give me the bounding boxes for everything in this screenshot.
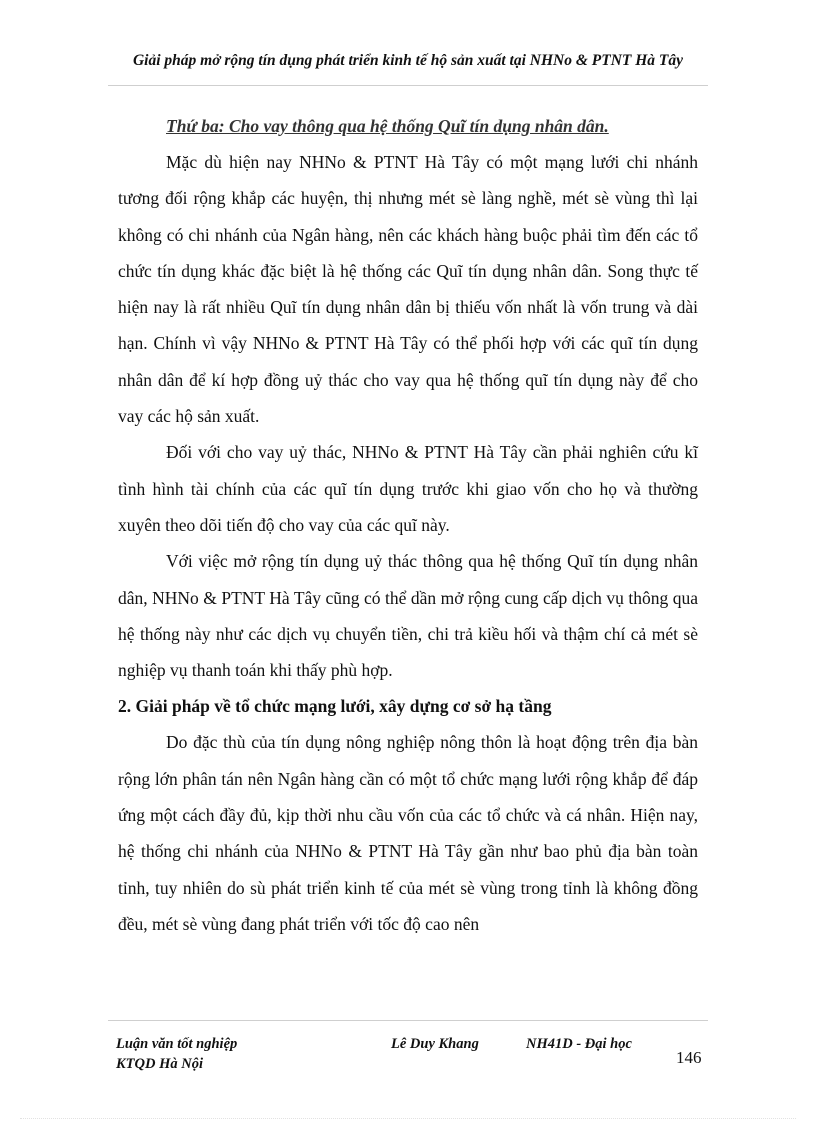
paragraph: Mặc dù hiện nay NHNo & PTNT Hà Tây có một mạng lưới chi nhánh tương đối rộng khắp các huyện, thị nhưng mét sè làng nghề, mét sè vùng thì lại không có chi nhánh của Ngân hàng, nên các khách hàng buộc phải tìm đến các tổ chức tín dụng khác đặc biệt là hệ thống các Quĩ tín dụng nhân dân. Song thực tế hiện nay là rất nhiều Quĩ tín dụng nhân dân bị thiếu vốn nhất là vốn trung và dài hạn. Chính vì vậy NHNo & PTNT Hà Tây có thể phối hợp với các quĩ tín dụng nhân dân để kí hợp đồng uỷ thác cho vay qua hệ thống quĩ tín dụng này để cho vay các hộ sản xuất. bbox=[118, 152, 698, 427]
document-body bbox=[118, 108, 698, 942]
paragraph: Với việc mở rộng tín dụng uỷ thác thông qua hệ thống Quĩ tín dụng nhân dân, NHNo & PTNT Hà Tây cũng có thể dần mở rộng cung cấp dịch vụ thông qua hệ thống này như các dịch vụ chuyển tiền, chi trả kiều hối và thậm chí cả mét sè nghiệp vụ thanh toán khi thấy phù hợp. bbox=[118, 551, 698, 681]
footer-author: Lê Duy Khang bbox=[391, 1036, 479, 1052]
page-number: 146 bbox=[676, 1048, 702, 1067]
footer-divider bbox=[108, 1020, 708, 1021]
footer-thesis-label: Luận văn tốt nghiệp bbox=[116, 1036, 238, 1052]
running-header: Giải pháp mở rộng tín dụng phát triển kinh tế hộ sản xuất tại NHNo & PTNT Hà Tây bbox=[132, 52, 684, 69]
paragraph: Do đặc thù của tín dụng nông nghiệp nông thôn là hoạt động trên địa bàn rộng lớn phân tán nên Ngân hàng cần có một tổ chức mạng lưới rộng khắp để đáp ứng một cách đầy đủ, kịp thời nhu cầu vốn của các tổ chức và cá nhân. Hiện nay, hệ thống chi nhánh của NHNo & PTNT Hà Tây gần như bao phủ địa bàn toàn tỉnh, tuy nhiên do sù phát triển kinh tế của mét sè vùng trong tỉnh là không đồng đều, mét sè vùng đang phát triển với tốc độ cao nên bbox=[118, 732, 698, 934]
paragraph: Đối với cho vay uỷ thác, NHNo & PTNT Hà Tây cần phải nghiên cứu kĩ tình hình tài chính của các quĩ tín dụng trước khi giao vốn cho họ và thường xuyên theo dõi tiến độ cho vay của các quĩ này. bbox=[118, 442, 698, 535]
section-heading: 2. Giải pháp về tổ chức mạng lưới, xây dựng cơ sở hạ tầng bbox=[118, 696, 552, 717]
header-divider bbox=[108, 85, 708, 86]
page-footer bbox=[116, 1034, 716, 1084]
subheading: Thứ ba: Cho vay thông qua hệ thống Quĩ tín dụng nhân dân. bbox=[166, 116, 609, 136]
bottom-border bbox=[20, 1118, 796, 1119]
footer-class-info: NH41D - Đại học bbox=[526, 1036, 632, 1052]
footer-university: KTQD Hà Nội bbox=[116, 1056, 203, 1072]
